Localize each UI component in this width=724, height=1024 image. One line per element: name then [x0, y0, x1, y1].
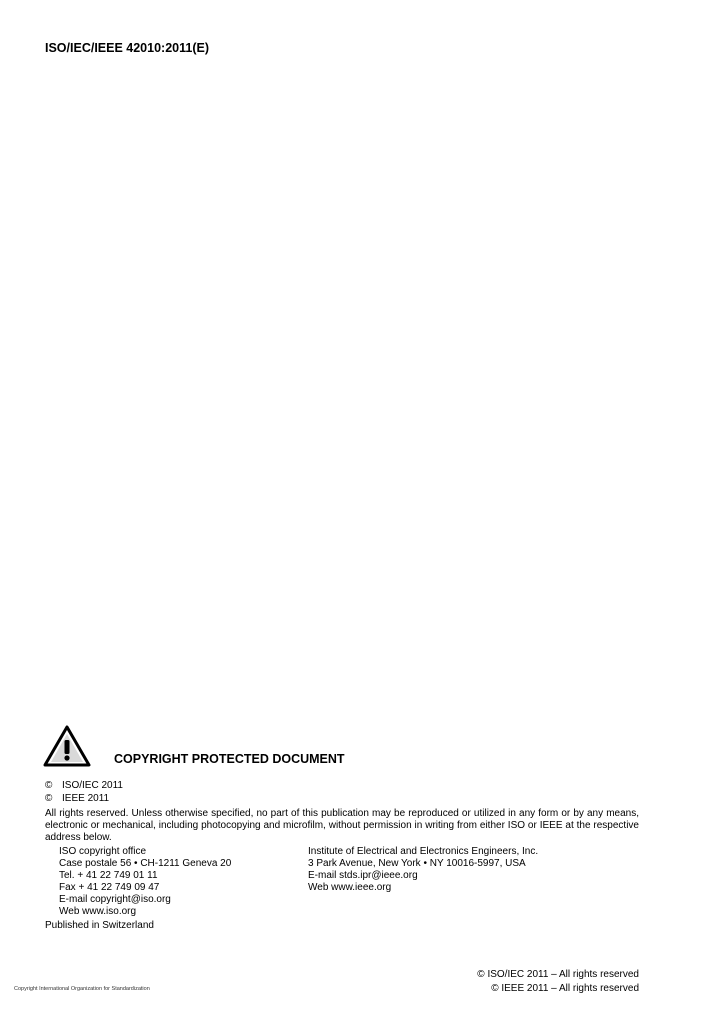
- published-location: Published in Switzerland: [45, 920, 154, 931]
- copyright-iso-line: [45, 780, 123, 792]
- footer-rights-ieee: © IEEE 2011 – All rights reserved: [491, 983, 639, 994]
- ieee-web: Web www.ieee.org: [308, 882, 392, 893]
- iso-fax: Fax + 41 22 749 09 47: [59, 882, 160, 893]
- ieee-email: E-mail stds.ipr@ieee.org: [308, 870, 418, 881]
- copyright-iso: ISO/IEC 2011: [62, 780, 123, 791]
- iso-address-block: [59, 846, 231, 918]
- rights-paragraph: All rights reserved. Unless otherwise specified, no part of this publication may be reproduced or utilized in any form or by any means, electronic or mechanical, including photocopying and microfilm, without permission in writing from either ISO or IEEE at the respective address below.: [45, 808, 639, 843]
- footer-rights-iso: © ISO/IEC 2011 – All rights reserved: [477, 969, 639, 980]
- iso-office-name: ISO copyright office: [59, 846, 147, 857]
- copyright-protected-title: COPYRIGHT PROTECTED DOCUMENT: [114, 752, 345, 766]
- ieee-postal-address: 3 Park Avenue, New York • NY 10016-5997, USA: [308, 858, 526, 869]
- copyright-ieee-line: [45, 793, 109, 805]
- footer-rights: [477, 968, 639, 996]
- iso-web: Web www.iso.org: [59, 906, 137, 917]
- copyright-symbol: ©: [45, 793, 53, 804]
- iso-postal-address: Case postale 56 • CH-1211 Geneva 20: [59, 858, 232, 869]
- ieee-institute-name: Institute of Electrical and Electronics Engineers, Inc.: [308, 846, 539, 857]
- document-id-header: ISO/IEC/IEEE 42010:2011(E): [45, 41, 209, 55]
- ieee-address-block: [308, 846, 538, 894]
- copyright-watermark: Copyright International Organization for Standardization: [14, 986, 150, 992]
- copyright-symbol: ©: [45, 780, 53, 791]
- iso-email: E-mail copyright@iso.org: [59, 894, 171, 905]
- copyright-ieee: IEEE 2011: [62, 793, 110, 804]
- iso-telephone: Tel. + 41 22 749 01 11: [59, 870, 158, 881]
- warning-triangle-icon: [43, 725, 91, 767]
